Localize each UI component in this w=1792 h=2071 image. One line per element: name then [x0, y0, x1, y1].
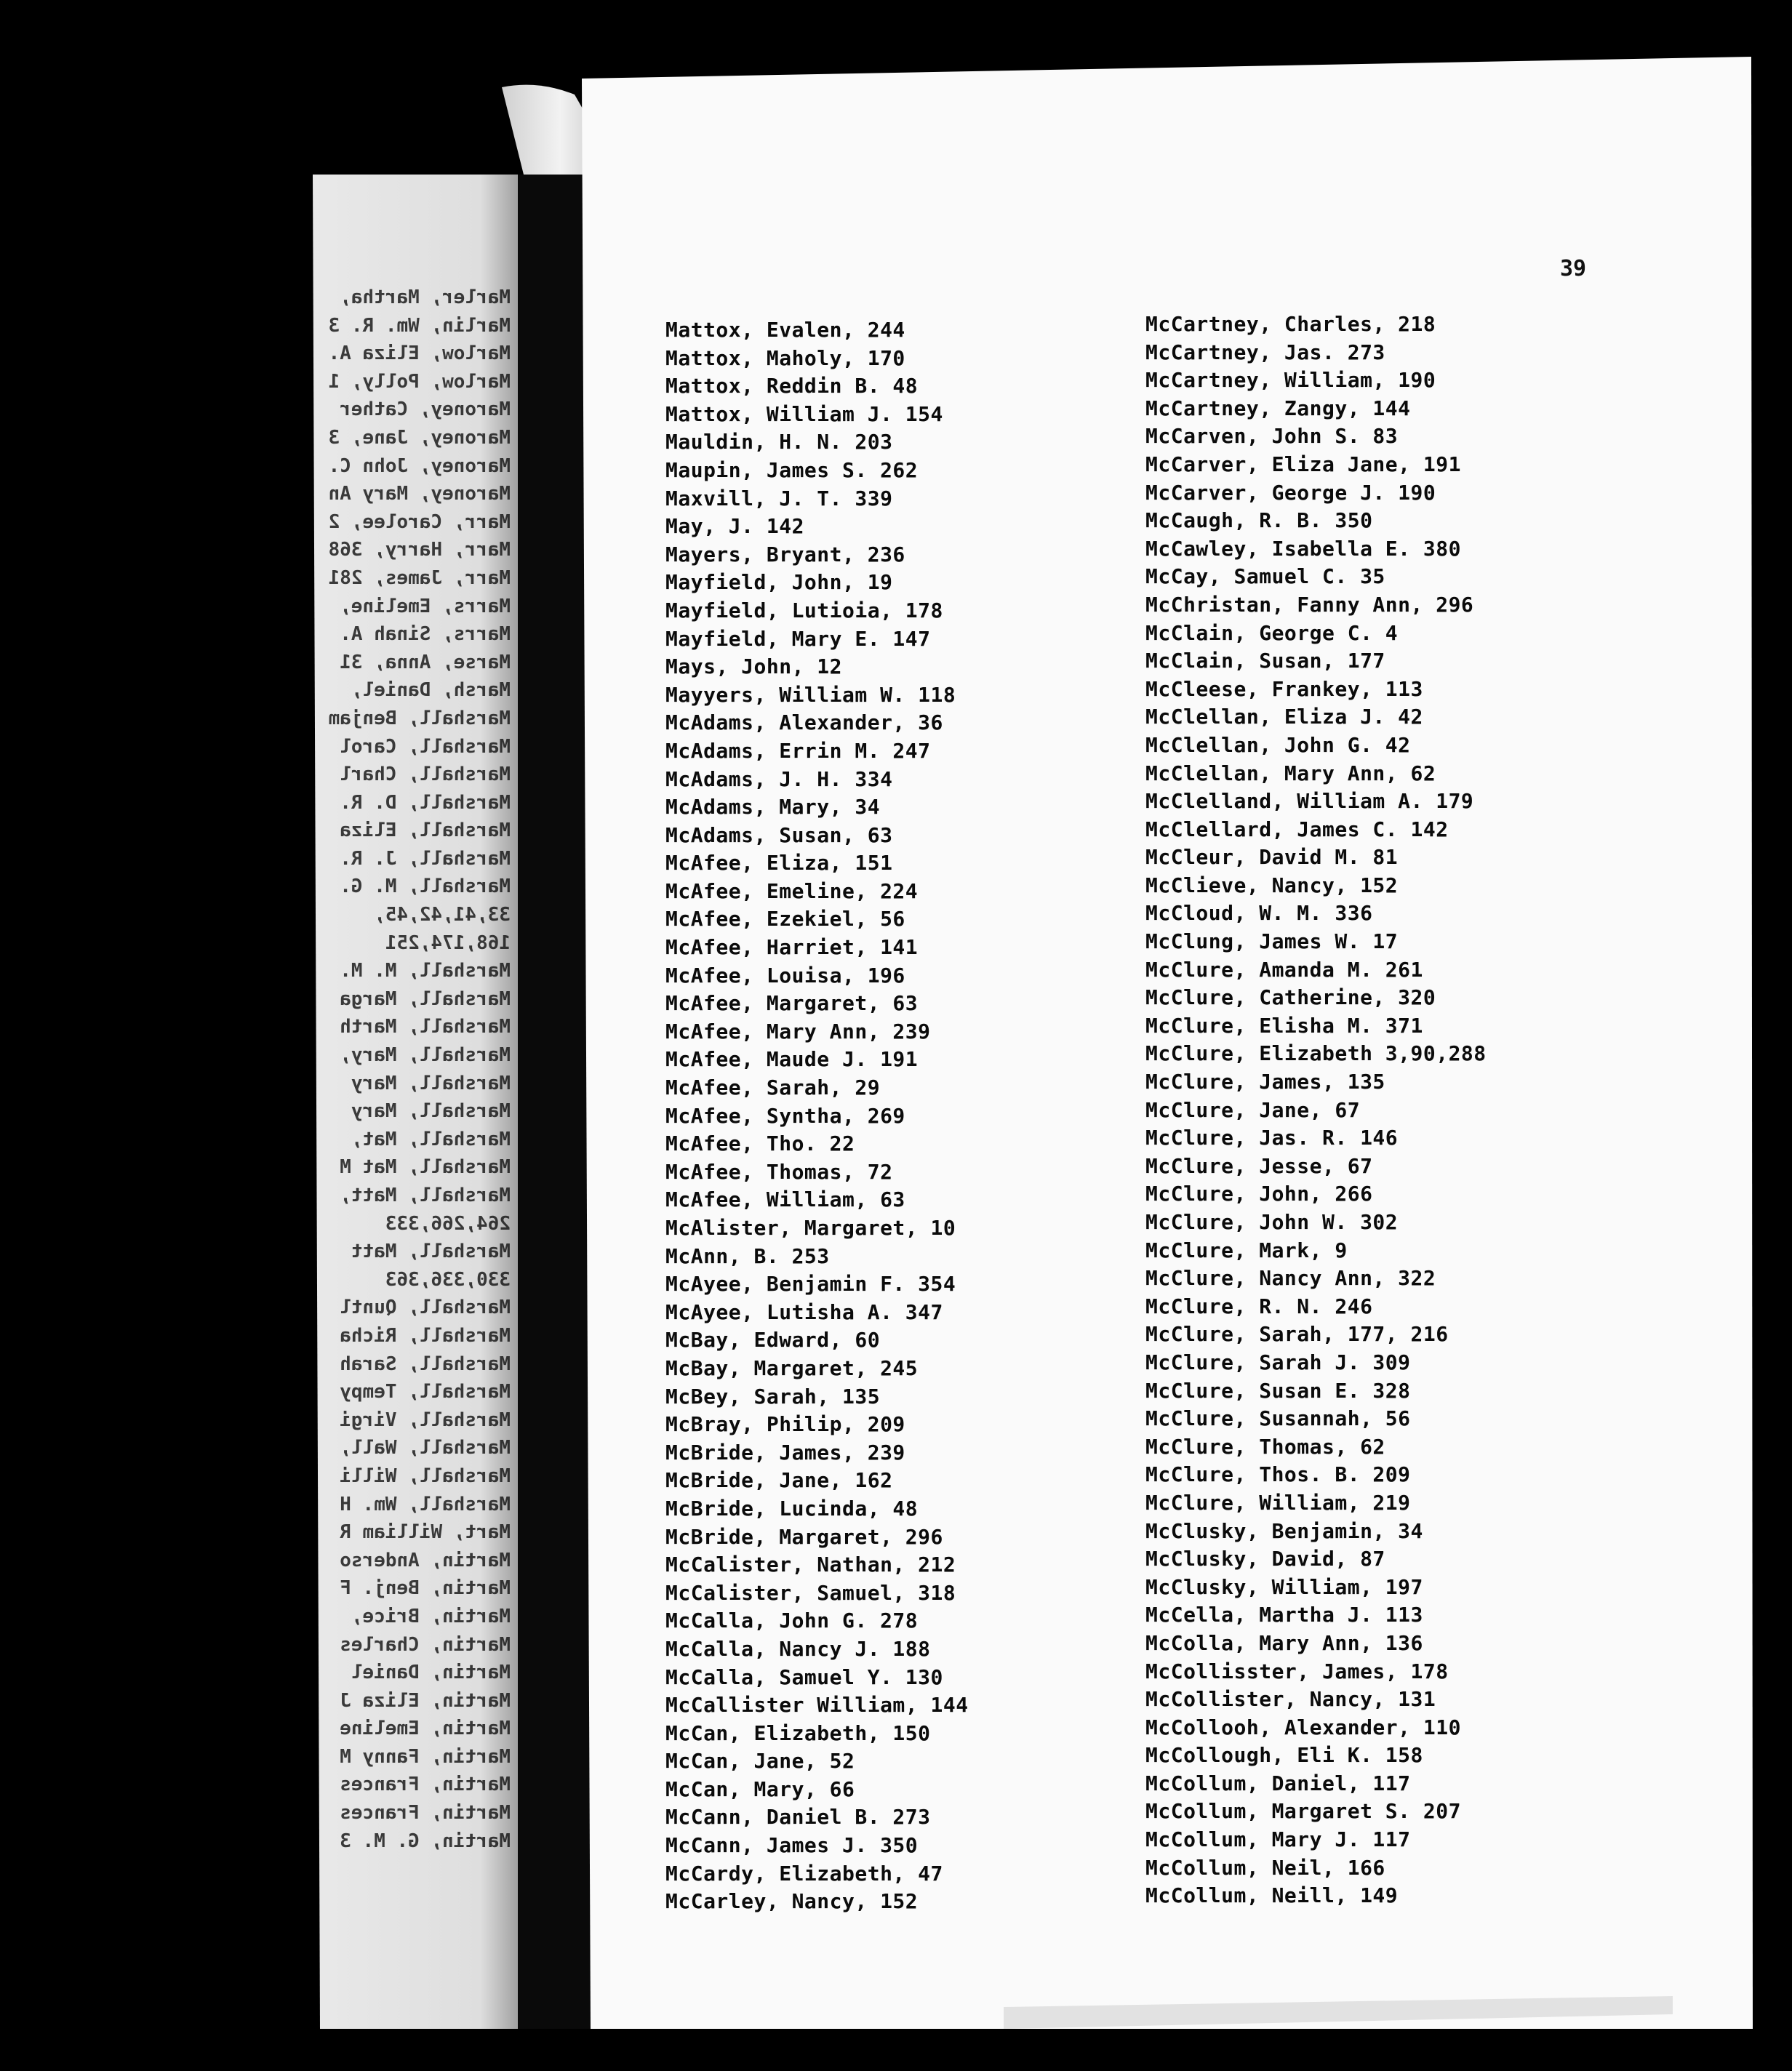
stub-entry: Marshall, Quntl — [340, 1297, 511, 1319]
index-entry: McBay, Edward, 60 — [665, 1328, 881, 1353]
stub-entry: Martin, Anderso — [340, 1549, 511, 1571]
index-entry: McAfee, Louisa, 196 — [665, 963, 905, 988]
index-column-right — [1145, 311, 1487, 1910]
index-entry: McClure, R. N. 246 — [1145, 1294, 1373, 1318]
stub-entry: Marshall, Mat, — [351, 1128, 511, 1150]
stub-entry: Marr, Harry, 368 — [328, 539, 511, 561]
index-entry: Mayers, Bryant, 236 — [665, 542, 905, 566]
index-entry: Mays, John, 12 — [665, 654, 843, 679]
index-entry: McClure, Susan E. 328 — [1145, 1378, 1411, 1403]
index-entry: McAdams, J. H. 334 — [665, 766, 893, 791]
stub-entry: Marshall, Charl — [340, 764, 511, 786]
stub-entry: 330,336,363 — [385, 1268, 511, 1291]
stub-entry: Marshall, Matt — [351, 1241, 511, 1263]
bleed-through-entries — [313, 284, 518, 1855]
index-entry: McCan, Mary, 66 — [665, 1776, 855, 1801]
index-entry: McAfee, Syntha, 269 — [665, 1103, 905, 1128]
stub-entry: Marshall, Mary — [351, 1072, 511, 1094]
stub-entry: 168,174,251 — [385, 932, 511, 954]
index-entry: McAfee, Maude J. 191 — [665, 1047, 919, 1072]
index-entry: McClure, Catherine, 320 — [1145, 985, 1436, 1010]
stub-entry: Martin, Benj. F — [340, 1577, 511, 1600]
index-column-left — [665, 316, 969, 1916]
index-entry: McCella, Martha J. 113 — [1145, 1603, 1423, 1627]
index-entry: McAdams, Mary, 34 — [665, 795, 881, 820]
stub-entry: Martin, G. M. 3 — [340, 1830, 511, 1852]
stub-entry: Marshall, M. M. — [340, 960, 511, 982]
stub-entry: Marshall, M. G. — [340, 876, 511, 898]
stub-entry: 33,41,42,45, — [374, 904, 511, 926]
index-entry: McCollooh, Alexander, 110 — [1145, 1715, 1461, 1739]
index-entry: McCalla, Samuel Y. 130 — [665, 1665, 943, 1689]
index-entry: McCalister, Samuel, 318 — [665, 1580, 956, 1605]
stub-entry: Marshall, Matt, — [340, 1185, 511, 1206]
index-entry: McAnn, B. 253 — [665, 1243, 830, 1268]
index-entry: McCarley, Nancy, 152 — [665, 1889, 919, 1914]
index-entry: McClure, Amanda M. 261 — [1145, 957, 1423, 982]
stub-entry: Marshall, Mat M — [340, 1156, 511, 1179]
index-entry: McCollum, Margaret S. 207 — [1145, 1799, 1461, 1824]
stub-entry: Marshall, Eliza — [340, 820, 511, 842]
index-entry: McClure, John W. 302 — [1145, 1210, 1399, 1234]
index-entry: McCollister, Nancy, 131 — [1145, 1687, 1436, 1712]
stub-entry: Marler, Martha, — [340, 287, 511, 308]
index-entry: McAfee, Thomas, 72 — [665, 1159, 893, 1184]
index-entry: McBride, James, 239 — [665, 1440, 905, 1465]
index-entry: McAfee, Mary Ann, 239 — [665, 1019, 931, 1043]
index-entry: McClure, Jane, 67 — [1145, 1097, 1361, 1122]
stub-entry: Marsh, Daniel, — [351, 679, 511, 702]
index-entry: McBride, Lucinda, 48 — [665, 1496, 919, 1521]
index-entry: McCardy, Elizabeth, 47 — [665, 1861, 943, 1886]
index-entry: Mayfield, Lutioia, 178 — [665, 598, 943, 622]
index-entry: Mayfield, Mary E. 147 — [665, 626, 931, 651]
index-entry: Mattox, Evalen, 244 — [665, 318, 905, 342]
stub-entry: Marshall, Wm. H — [340, 1493, 511, 1515]
index-entry: May, J. 142 — [665, 514, 804, 539]
page-gutter-shadow — [518, 175, 591, 2029]
index-entry: McCollum, Mary J. 117 — [1145, 1827, 1411, 1852]
stub-entry: Marshall, Virgi — [340, 1409, 511, 1431]
index-entry: McAyee, Benjamin F. 354 — [665, 1272, 956, 1297]
index-entry: McBay, Margaret, 245 — [665, 1355, 919, 1380]
index-entry: McCollum, Neill, 149 — [1145, 1883, 1399, 1908]
index-entry: McAfee, Margaret, 63 — [665, 991, 919, 1016]
index-entry: McCollum, Daniel, 117 — [1145, 1771, 1411, 1795]
index-entry: McClure, Jas. R. 146 — [1145, 1126, 1399, 1150]
stub-entry: Marshall, Carol — [340, 735, 511, 758]
stub-entry: Marshall, Sarah — [340, 1353, 511, 1375]
index-entry: Maxvill, J. T. 339 — [665, 486, 893, 510]
stub-entry: Martin, Daniel — [351, 1662, 511, 1684]
index-entry: McClure, Nancy Ann, 322 — [1145, 1266, 1436, 1291]
index-entry: McAfee, Tho. 22 — [665, 1131, 855, 1156]
index-entry: McBride, Jane, 162 — [665, 1468, 893, 1493]
index-entry: McAfee, William, 63 — [665, 1187, 905, 1212]
index-entry: McClain, Susan, 177 — [1145, 649, 1385, 673]
page-number: 39 — [1560, 256, 1587, 281]
index-entry: McClure, Sarah, 177, 216 — [1145, 1322, 1449, 1347]
index-entry: McCloud, W. M. 336 — [1145, 901, 1373, 926]
stub-entry: Marr, Carolee, 2 — [328, 510, 511, 533]
index-entry: Mattox, William J. 154 — [665, 401, 943, 426]
stub-entry: Marlow, Eliza A. — [328, 343, 511, 365]
stub-entry: Martin, Frances — [340, 1802, 511, 1824]
index-entry: McClure, Mark, 9 — [1145, 1238, 1348, 1262]
index-entry: McCartney, Charles, 218 — [1145, 312, 1436, 336]
index-entry: McAfee, Eliza, 151 — [665, 851, 893, 876]
index-entry: McCalla, Nancy J. 188 — [665, 1636, 931, 1661]
index-entry: McCann, James J. 350 — [665, 1833, 919, 1858]
index-entry: McAfee, Ezekiel, 56 — [665, 907, 905, 932]
index-entry: McCalister, Nathan, 212 — [665, 1553, 956, 1577]
index-entry: Mauldin, H. N. 203 — [665, 430, 893, 454]
index-entry: McAdams, Alexander, 36 — [665, 710, 943, 735]
index-entry: McClusky, William, 197 — [1145, 1574, 1423, 1599]
index-entry: McClure, Thomas, 62 — [1145, 1434, 1385, 1459]
stub-entry: Marr, James, 281 — [328, 566, 511, 589]
index-entry: McAdams, Susan, 63 — [665, 822, 893, 847]
stub-entry: Martin, Brice, — [351, 1605, 511, 1627]
stub-entry: Maroney, John C. — [328, 454, 511, 477]
index-entry: McCan, Jane, 52 — [665, 1749, 855, 1774]
index-entry: McBray, Philip, 209 — [665, 1412, 905, 1437]
stub-entry: Marrs, Sinah A. — [340, 623, 511, 646]
index-entry: McClure, Elizabeth 3,90,288 — [1145, 1041, 1487, 1066]
stub-entry: Marse, Anna, 31 — [340, 651, 511, 673]
stub-entry: Marshall, D. R. — [340, 791, 511, 814]
stub-entry: Martin, Fanny M — [340, 1745, 511, 1768]
index-entry: McClure, Susannah, 56 — [1145, 1406, 1411, 1431]
index-entry: McCay, Samuel C. 35 — [1145, 564, 1385, 589]
index-entry: McClusky, Benjamin, 34 — [1145, 1518, 1423, 1543]
index-entry: McAfee, Harriet, 141 — [665, 935, 919, 960]
stub-entry: Marlin, Wm. R. 3 — [328, 314, 511, 337]
index-entry: Mattox, Maholy, 170 — [665, 345, 905, 370]
index-entry: McClure, John, 266 — [1145, 1182, 1373, 1206]
previous-page-stub-text — [313, 284, 518, 1992]
index-entry: McCawley, Isabella E. 380 — [1145, 536, 1461, 561]
index-entry: McClure, James, 135 — [1145, 1070, 1385, 1094]
index-entry: McCann, Daniel B. 273 — [665, 1805, 931, 1830]
index-entry: McCartney, William, 190 — [1145, 368, 1436, 393]
index-entry: McClure, Thos. B. 209 — [1145, 1462, 1411, 1487]
index-entry: McClure, William, 219 — [1145, 1490, 1411, 1515]
index-entry: McClelland, William A. 179 — [1145, 789, 1474, 814]
index-entry: McCarver, Eliza Jane, 191 — [1145, 452, 1461, 476]
index-entry: McCalla, John G. 278 — [665, 1609, 919, 1633]
index-entry: McChristan, Fanny Ann, 296 — [1145, 592, 1474, 617]
index-entry: McClusky, David, 87 — [1145, 1547, 1385, 1571]
stub-entry: Maroney, Cather — [340, 398, 511, 421]
index-entry: McCaugh, R. B. 350 — [1145, 508, 1373, 533]
stub-entry: Marshall, Marth — [340, 1016, 511, 1038]
stub-entry: Marshall, Mary, — [340, 1044, 511, 1067]
index-entry: McAfee, Sarah, 29 — [665, 1075, 881, 1100]
stub-entry: Marrs, Emeline, — [340, 595, 511, 617]
index-entry: McClellard, James C. 142 — [1145, 817, 1449, 841]
index-entry: McClure, Elisha M. 371 — [1145, 1013, 1423, 1038]
index-entry: McCallister William, 144 — [665, 1693, 969, 1718]
stub-entry: Marshall, Tempy — [340, 1381, 511, 1403]
index-entry: McCollisster, James, 178 — [1145, 1659, 1449, 1683]
index-entry: McCarven, John S. 83 — [1145, 424, 1399, 449]
index-entry: McClellan, Mary Ann, 62 — [1145, 761, 1436, 785]
stub-entry: Martin, Frances — [340, 1774, 511, 1796]
index-entry: McClellan, John G. 42 — [1145, 732, 1411, 757]
stub-entry: Marshall, J. R. — [340, 847, 511, 870]
index-entry: McClieve, Nancy, 152 — [1145, 873, 1399, 897]
stub-entry: Marshall, Willi — [340, 1465, 511, 1487]
stub-entry: Marshall, Benjam — [328, 707, 511, 729]
index-entry: McClellan, Eliza J. 42 — [1145, 705, 1423, 729]
index-entry: McClain, George C. 4 — [1145, 620, 1399, 645]
index-entry: McColla, Mary Ann, 136 — [1145, 1630, 1423, 1655]
index-entry: Mayfield, John, 19 — [665, 570, 893, 595]
stub-entry: Maroney, Jane, 3 — [328, 426, 511, 449]
stub-entry: Martin, Emeline — [340, 1718, 511, 1740]
stub-entry: Marshall, Wall, — [340, 1437, 511, 1459]
index-entry: McAlister, Margaret, 10 — [665, 1216, 956, 1240]
stub-entry: Marshall, Mary — [351, 1100, 511, 1123]
index-entry: McCleese, Frankey, 113 — [1145, 676, 1423, 701]
index-entry: Maupin, James S. 262 — [665, 457, 919, 482]
index-entry: McCollough, Eli K. 158 — [1145, 1743, 1423, 1768]
stub-entry: Marshall, Richa — [340, 1324, 511, 1347]
index-entry: McBride, Margaret, 296 — [665, 1524, 943, 1549]
index-entry: McCartney, Zangy, 144 — [1145, 396, 1411, 420]
stub-entry: Martin, Eliza J — [340, 1689, 511, 1712]
index-entry: McBey, Sarah, 135 — [665, 1384, 881, 1409]
index-entry: McAfee, Emeline, 224 — [665, 878, 919, 903]
stub-entry: Mart, William R — [340, 1521, 511, 1544]
index-entry: McAdams, Errin M. 247 — [665, 738, 931, 763]
index-entry: Mayyers, William W. 118 — [665, 682, 956, 707]
index-entry: Mattox, Reddin B. 48 — [665, 374, 919, 398]
stub-entry: Marshall, Marga — [340, 988, 511, 1010]
stub-entry: 264,266,333 — [385, 1212, 511, 1235]
index-entry: McAyee, Lutisha A. 347 — [665, 1299, 943, 1324]
stub-entry: Marlow, Polly, 1 — [328, 370, 511, 393]
index-entry: McCan, Elizabeth, 150 — [665, 1721, 931, 1745]
index-entry: McClure, Jesse, 67 — [1145, 1153, 1373, 1178]
index-entry: McCleur, David M. 81 — [1145, 845, 1399, 870]
index-entry: McClure, Sarah J. 309 — [1145, 1350, 1411, 1374]
index-entry: McClung, James W. 17 — [1145, 929, 1399, 954]
stub-entry: Martin, Charles — [340, 1633, 511, 1656]
stub-entry: Maroney, Mary An — [328, 483, 511, 505]
index-entry: McCollum, Neil, 166 — [1145, 1855, 1385, 1880]
index-entry: McCarver, George J. 190 — [1145, 480, 1436, 505]
index-entry: McCartney, Jas. 273 — [1145, 340, 1385, 364]
